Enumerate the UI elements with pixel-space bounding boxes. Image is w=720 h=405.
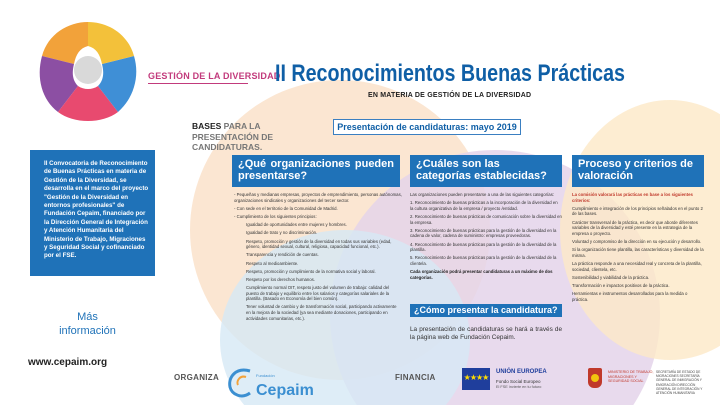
list-item: 5. Reconocimiento de buenas prácticas para la gestión de la diversidad de la clientela. [410,255,557,266]
col3-heading: Proceso y criterios de valoración [572,155,704,187]
eu-flag-icon: ★★★★ [462,368,490,390]
cepaim-name: Cepaim [256,382,314,399]
list-item: La práctica responde a una necesidad real y concreta de la plantilla, sociedad, clientela, etc. [572,260,702,272]
col2-note: Cada organización podrá presentar candidaturas a un máximo de dos categorías. [410,269,553,280]
organiza-label: ORGANIZA [174,373,220,382]
spain-shield-icon [588,368,602,388]
list-item: Sostenibilidad y viabilidad de la práctica. [572,274,650,280]
more-info-line1: Más [77,311,98,323]
eu-title: UNIÓN EUROPEA [496,369,547,375]
list-item: Transparencia y rendición de cuentas. [246,252,319,258]
ministry-logo [588,366,708,398]
list-item: Respeto, promoción y cumplimiento de la normativa social y laboral. [246,268,376,274]
bases-line4: CANDIDATURAS. [192,142,263,152]
col1-body [230,192,402,324]
bases-label [192,121,273,153]
eu-motto: El FSE invierte en tu futuro [496,385,542,389]
more-info-line2: información [59,325,116,337]
eu-fund: Fondo Social Europeo [496,379,541,384]
ministry-department: SECRETARÍA DE ESTADO DE MIGRACIONES SECRETARÍA GENERAL DE INMIGRACIÓN Y EMIGRACIÓN DIRECCIÓN GENERAL DE INTEGRACIÓN Y ATENCIÓN HUMANITARIA [656,370,703,396]
list-item: Carácter transversal de la práctica, es decir que aborde diferentes variables de la diversidad y esté presente en la estrategia de la empresa o proyecto. [572,219,698,236]
brand-divider [148,83,248,84]
info-panel: II Convocatoria de Reconocimiento de Buenas Prácticas en materia de Gestión de la Diversidad, se desarrolla en el marco del proyecto "Gestión de la Diversidad en entornos profesionales" de Fundación Cepaim, financiado por la Dirección General de Integración y Atención Humanitaria del Ministerio de Trabajo, Migraciones y Seguridad Social y cofinanciado por el FSE. [30,150,155,276]
more-info-link[interactable] [50,310,125,338]
bases-line2: PARA LA [223,121,261,131]
list-item: Respeto, promoción y gestión de la diversidad en todas sus variables (edad, género, identidad sexual, cultural, religiosa, capacidad funcional, etc.). [246,238,392,250]
website-link[interactable]: www.cepaim.org [28,357,108,368]
list-item: Voluntad y compromiso de la dirección en su ejecución y desarrollo. [572,238,702,244]
col1-heading: ¿Qué organizaciones pueden presentarse? [232,155,400,187]
list-item: Igualdad de trato y no discriminación. [246,230,318,236]
list-item: Respeto al medioambiente. [246,260,299,266]
col2-body [410,192,562,283]
cepaim-small-text: Fundación [256,373,275,378]
how-to-apply-text: La presentación de candidaturas se hará a través de la página web de Fundación Cepaim. [410,326,562,342]
col3-intro: La comisión valorará las prácticas en base a los siguientes criterios: [572,192,693,203]
bases-line3: PRESENTACIÓN DE [192,131,274,142]
how-to-apply-heading: ¿Cómo presentar la candidatura? [410,304,562,317]
list-item: Cumplimiento e integración de los principios señalados en el punto 2 de las bases. [572,205,703,217]
list-item: 2. Reconocimiento de buenas prácticas de comunicación sobre la diversidad en la empresa. [410,213,562,225]
list-item: - Cumplimiento de los siguientes principios: [234,213,317,219]
financia-label: FINANCIA [395,373,436,382]
list-item: Tener voluntad de cambio y de transformación social, participando activamente en la mejora de la sociedad (ya sea mediante donaciones, participando en actividades comunitarias, etc.). [246,304,397,321]
list-item: Transformación e impactos positivos de la práctica. [572,282,670,288]
list-item: - Con sede en el territorio de la Comunidad de Madrid. [234,205,338,211]
list-item: 3. Reconocimiento de buenas prácticas para la gestión de la diversidad en la cadena de valor, cadena de suministro: empresas proveedoras. [410,227,557,239]
list-item: - Pequeñas y medianas empresas, proyectos de emprendimiento, personas autónomas, organizaciones sindicales y organizaciones del tercer sector. [234,192,402,203]
list-item: Si la organización tiene plantilla, las características y diversidad de la misma. [572,247,704,258]
bases-word: BASES [192,121,222,131]
page-title: II Reconocimientos Buenas Prácticas [275,60,625,87]
list-item: Igualdad de oportunidades entre mujeres y hombres. [246,222,347,228]
cepaim-swirl-icon [226,365,254,399]
eu-logo [462,366,582,396]
list-item: Respeto por los derechos humanos. [246,276,316,282]
list-item: 1. Reconocimiento de buenas prácticas a la incorporación de la diversidad en la cultura organizativa de la empresa / proyecto /entidad. [410,200,558,211]
list-item: 4. Reconocimiento de buenas prácticas para la gestión de la diversidad de la plantilla. [410,241,557,253]
cepaim-logo [226,365,312,401]
puzzle-logo-icon [28,14,148,126]
page-subtitle: EN MATERIA DE GESTIÓN DE LA DIVERSIDAD [368,92,532,99]
col3-body [572,192,704,305]
col2-intro: Las organizaciones pueden presentarse a una de las siguientes categorías: [410,192,555,197]
submission-date-box: Presentación de candidaturas: mayo 2019 [333,119,521,135]
col2-heading: ¿Cuáles son las categorías establecidas? [410,155,562,187]
ministry-name: MINISTERIO DE TRABAJO, MIGRACIONES Y SEGURIDAD SOCIAL [608,370,654,384]
list-item: Cumplimiento normal OIT, respeto justo del volumen de trabajo: calidad del puesto de trabajo y equilibrio entre los salarios y categorías salariales de la plantilla. (Basado en Economía del bien común). [246,285,390,302]
list-item: Herramientas e instrumentos desarrollados para la medida o práctica. [572,291,688,302]
brand-title: GESTIÓN DE LA DIVERSIDAD [148,71,281,81]
